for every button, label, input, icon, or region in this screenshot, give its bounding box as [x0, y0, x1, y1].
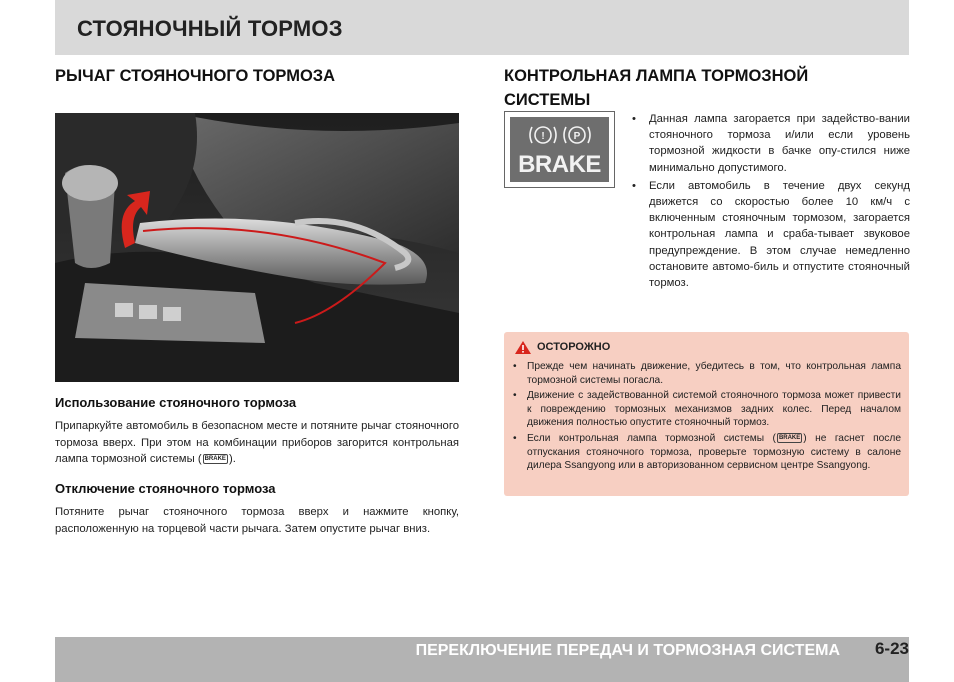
right-section-title — [504, 64, 808, 112]
use-paragraph — [55, 418, 459, 468]
right-section-title-line2: СИСТЕМЫ — [504, 91, 591, 109]
brake-label: BRAKE — [518, 151, 601, 178]
warning-triangle-icon — [514, 340, 532, 355]
list-item: • Если контрольная лампа тормозной системы ( BRAKE ) не гаснет после отпускания стояночного тормоза, проверьте тормозную систему в салоне дилера Ssangyong или в авторизованном сервисном центре Ssangyong. — [511, 432, 901, 473]
use-text-end: ). — [228, 453, 236, 465]
brake-warning-icon: BRAKE — [204, 456, 226, 463]
parking-brake-photo — [55, 113, 459, 382]
brake-warning-icon: BRAKE — [778, 435, 801, 442]
release-paragraph: Потяните рычаг стояночного тормоза вверх и нажмите кнопку, расположенную на торцевой части рычага. Затем опустите рычаг вниз. — [55, 506, 459, 535]
list-item: • Движение с задействованной системой стояночного тормоза может привести к повреждению тормозных механизмов задних колес. Перед началом движения полностью опустите стояночный тормоз. — [511, 389, 901, 430]
use-heading: Использование стояночного тормоза — [55, 395, 297, 410]
footer-bar — [55, 637, 909, 682]
caution-list — [511, 360, 901, 475]
release-heading: Отключение стояночного тормоза — [55, 481, 276, 496]
caution-title: ОСТОРОЖНО — [537, 341, 611, 353]
header-bar — [55, 0, 909, 55]
left-section-title: РЫЧАГ СТОЯНОЧНОГО ТОРМОЗА — [55, 67, 336, 85]
list-item: • Прежде чем начинать движение, убедитесь в том, что контрольная лампа тормозной системы погасла. — [511, 360, 901, 387]
exclamation-icon: ! — [541, 131, 545, 142]
caution-box — [504, 332, 909, 496]
use-text: Припаркуйте автомобиль в безопасном месте и потяните рычаг стояночного тормоза вверх. При этом на комбинации приборов загорится контрольная лампа тормозной системы ( — [55, 420, 459, 465]
parking-p-icon: P — [573, 131, 581, 142]
parking-brake-illustration — [55, 113, 459, 382]
page-title: СТОЯНОЧНЫЙ ТОРМОЗ — [77, 16, 343, 41]
lamp-bullet-list — [630, 111, 910, 293]
brake-lamp-icon — [504, 111, 615, 188]
brake-lamp-panel — [510, 117, 609, 182]
brake-circle-icons — [510, 117, 609, 153]
page-number: 6-23 — [874, 639, 909, 658]
right-section-title-line1: КОНТРОЛЬНАЯ ЛАМПА ТОРМОЗНОЙ — [504, 67, 809, 85]
footer-title: ПЕРЕКЛЮЧЕНИЕ ПЕРЕДАЧ И ТОРМОЗНАЯ СИСТЕМА — [415, 642, 840, 659]
list-item: • Если автомобиль в течение двух секунд движется со скоростью более 10 км/ч с включенным стояночным тормозом, загорается контрольная лампа и сраба-тывает звуковое предупреждение. В этом случае немедленно остановите автомо-биль и отпустите стояночный тормоз. — [630, 178, 910, 291]
list-item: • Данная лампа загорается при задейство-вании стояночного тормоза и/или если уровень тормозной жидкости в бачке опу-стился ниже минимально допустимого. — [630, 111, 910, 176]
